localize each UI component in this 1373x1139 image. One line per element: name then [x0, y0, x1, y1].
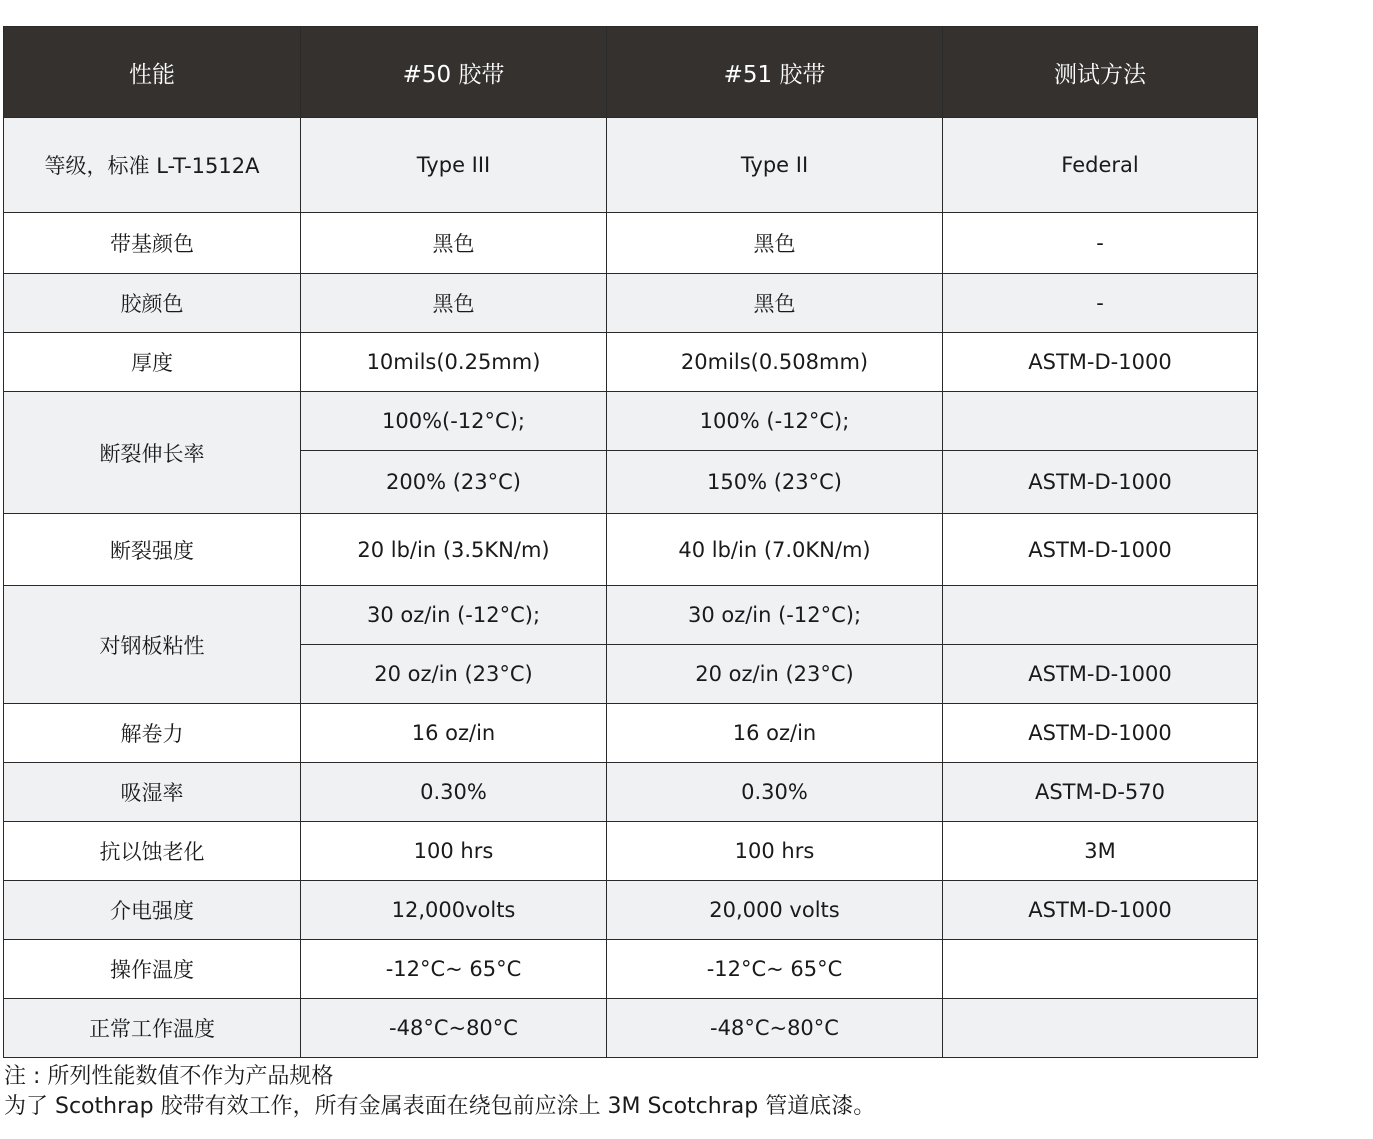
tape-51-cell: 20mils(0.508mm): [607, 333, 943, 392]
property-cell: 操作温度: [4, 940, 301, 999]
tape-50-cell: 20 lb/in (3.5KN/m): [301, 514, 607, 586]
tape-50-cell: Type III: [301, 118, 607, 213]
method-cell: [943, 999, 1258, 1058]
table-row: [4, 392, 1258, 451]
table-row: [4, 213, 1258, 274]
table-row: [4, 514, 1258, 586]
table-row: [4, 704, 1258, 763]
tape-50-cell: -48°C~80°C: [301, 999, 607, 1058]
property-cell: 对钢板粘性: [4, 586, 301, 704]
note-primer: 为了 Scothrap 胶带有效工作，所有金属表面在绕包前应涂上 3M Scotchrap 管道底漆。: [4, 1094, 876, 1119]
tape-50-cell: 30 oz/in (-12°C);: [301, 586, 607, 645]
tape-51-cell: 20,000 volts: [607, 881, 943, 940]
tape-51-cell: Type II: [607, 118, 943, 213]
method-cell: -: [943, 274, 1258, 333]
spec-table: [3, 26, 1258, 1058]
method-cell: ASTM-D-1000: [943, 704, 1258, 763]
table-row: [4, 822, 1258, 881]
property-cell: 正常工作温度: [4, 999, 301, 1058]
property-cell: 断裂强度: [4, 514, 301, 586]
tape-50-cell: 黑色: [301, 213, 607, 274]
method-cell: ASTM-D-1000: [943, 451, 1258, 514]
method-cell: ASTM-D-1000: [943, 645, 1258, 704]
property-cell: 抗以蚀老化: [4, 822, 301, 881]
tape-50-cell: 黑色: [301, 274, 607, 333]
tape-51-cell: 40 lb/in (7.0KN/m): [607, 514, 943, 586]
tape-50-cell: 20 oz/in (23°C): [301, 645, 607, 704]
property-cell: 胶颜色: [4, 274, 301, 333]
tape-51-cell: 30 oz/in (-12°C);: [607, 586, 943, 645]
method-cell: [943, 940, 1258, 999]
tape-50-cell: 0.30%: [301, 763, 607, 822]
tape-51-cell: 100 hrs: [607, 822, 943, 881]
property-cell: 等级，标准 L-T-1512A: [4, 118, 301, 213]
tape-50-cell: -12°C~ 65°C: [301, 940, 607, 999]
method-cell: ASTM-D-1000: [943, 881, 1258, 940]
tape-51-cell: 150% (23°C): [607, 451, 943, 514]
method-cell: Federal: [943, 118, 1258, 213]
tape-50-cell: 200% (23°C): [301, 451, 607, 514]
property-cell: 断裂伸长率: [4, 392, 301, 514]
tape-51-cell: 16 oz/in: [607, 704, 943, 763]
tape-50-cell: 12,000volts: [301, 881, 607, 940]
header-test-method: 测试方法: [943, 27, 1258, 118]
property-cell: 厚度: [4, 333, 301, 392]
header-tape-50: #50 胶带: [301, 27, 607, 118]
method-cell: [943, 586, 1258, 645]
tape-50-cell: 16 oz/in: [301, 704, 607, 763]
footnotes: [4, 1062, 875, 1122]
property-cell: 带基颜色: [4, 213, 301, 274]
tape-51-cell: 黑色: [607, 213, 943, 274]
header-property: 性能: [4, 27, 301, 118]
property-cell: 吸湿率: [4, 763, 301, 822]
table-row: [4, 940, 1258, 999]
tape-51-cell: 100% (-12°C);: [607, 392, 943, 451]
header-tape-51: #51 胶带: [607, 27, 943, 118]
method-cell: ASTM-D-570: [943, 763, 1258, 822]
note-disclaimer: 注 : 所列性能数值不作为产品规格: [4, 1064, 334, 1089]
tape-51-cell: 20 oz/in (23°C): [607, 645, 943, 704]
property-cell: 解卷力: [4, 704, 301, 763]
table-row: [4, 118, 1258, 213]
tape-51-cell: -12°C~ 65°C: [607, 940, 943, 999]
method-cell: ASTM-D-1000: [943, 514, 1258, 586]
table-row: [4, 763, 1258, 822]
tape-50-cell: 100 hrs: [301, 822, 607, 881]
table-row: [4, 333, 1258, 392]
table-row: [4, 999, 1258, 1058]
table-header-row: [4, 27, 1258, 118]
tape-50-cell: 100%(-12°C);: [301, 392, 607, 451]
method-cell: [943, 392, 1258, 451]
tape-50-cell: 10mils(0.25mm): [301, 333, 607, 392]
table-row: [4, 881, 1258, 940]
property-cell: 介电强度: [4, 881, 301, 940]
tape-51-cell: 0.30%: [607, 763, 943, 822]
table-row: [4, 274, 1258, 333]
method-cell: -: [943, 213, 1258, 274]
method-cell: ASTM-D-1000: [943, 333, 1258, 392]
method-cell: 3M: [943, 822, 1258, 881]
tape-51-cell: 黑色: [607, 274, 943, 333]
tape-51-cell: -48°C~80°C: [607, 999, 943, 1058]
table-row: [4, 586, 1258, 645]
